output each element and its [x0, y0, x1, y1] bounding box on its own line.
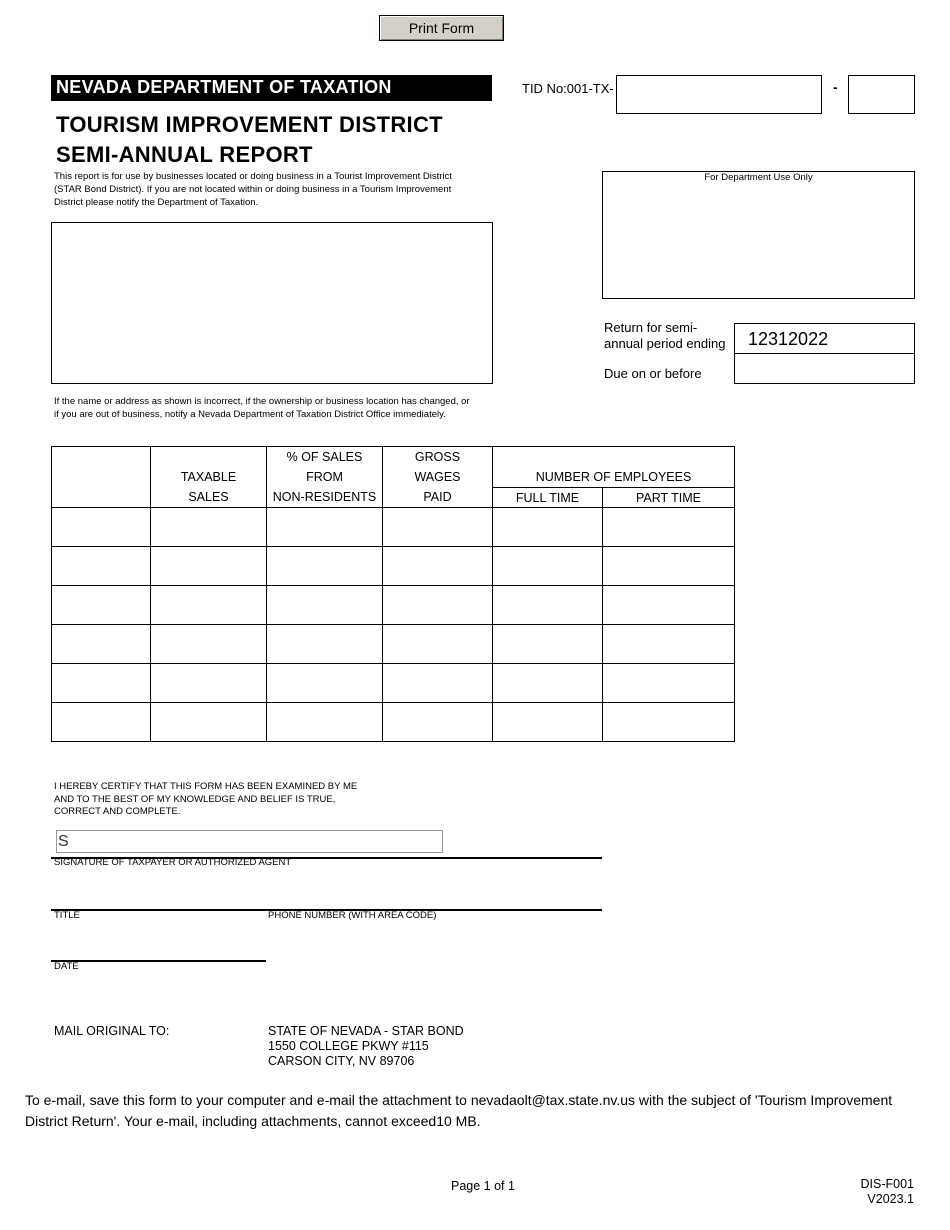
header-nonresident-sales: [267, 447, 383, 508]
table-row: [52, 547, 735, 586]
table-cell[interactable]: [151, 664, 267, 703]
header-text: NON-RESIDENTS: [272, 490, 377, 504]
header-blank: [52, 447, 151, 508]
period-ending-input[interactable]: 12312022: [734, 323, 915, 354]
table-cell[interactable]: [493, 703, 603, 742]
header-text: TAXABLE: [180, 470, 237, 484]
header-number-of-employees: [493, 447, 735, 488]
return-period-text: [604, 320, 725, 352]
form-title-line1: TOURISM IMPROVEMENT DISTRICT: [56, 112, 443, 137]
tid-label: TID No:001-TX-: [522, 81, 614, 96]
date-label: DATE: [54, 961, 79, 972]
header-text: GROSS: [414, 450, 461, 464]
table-cell[interactable]: [603, 547, 735, 586]
certify-line: CORRECT AND COMPLETE.: [54, 806, 181, 817]
table-cell[interactable]: [383, 547, 493, 586]
table-cell[interactable]: [493, 625, 603, 664]
header-taxable-sales: [151, 447, 267, 508]
intro-text: [54, 170, 452, 209]
department-use-label: For Department Use Only: [704, 172, 813, 183]
name-address-box[interactable]: [51, 222, 493, 384]
table-cell[interactable]: [52, 586, 151, 625]
tid-separator: -: [833, 79, 838, 95]
address-change-note: [54, 395, 470, 421]
table-cell[interactable]: [52, 664, 151, 703]
header-text: WAGES: [414, 470, 461, 484]
table-cell[interactable]: [383, 664, 493, 703]
department-use-box: [602, 171, 915, 299]
table-cell[interactable]: [151, 586, 267, 625]
date-input[interactable]: [51, 932, 266, 960]
address-note-line: If the name or address as shown is incorrect, if the ownership or business location has changed, or: [54, 396, 470, 407]
header-text: % OF SALES: [286, 450, 363, 464]
table-cell[interactable]: [267, 547, 383, 586]
table-row: [52, 508, 735, 547]
header-gross-wages: [383, 447, 493, 508]
table-cell[interactable]: [383, 508, 493, 547]
form-id-block: [861, 1177, 915, 1207]
email-line: To e-mail, save this form to your computer and e-mail the attachment to nevadaolt@tax.state.nv.us with the subject of 'Tourism Improvement: [25, 1092, 893, 1108]
sales-table: [51, 446, 735, 742]
email-line: District Return'. Your e-mail, including attachments, cannot exceed10 MB.: [25, 1113, 481, 1129]
date-line: [51, 960, 266, 962]
table-cell[interactable]: [493, 547, 603, 586]
certification-text: [54, 781, 357, 819]
certify-line: AND TO THE BEST OF MY KNOWLEDGE AND BELIEF IS TRUE,: [54, 793, 336, 805]
header-part-time: PART TIME: [603, 488, 735, 508]
mail-label: MAIL ORIGINAL TO:: [54, 1024, 170, 1038]
table-row: [52, 664, 735, 703]
signature-input[interactable]: S: [56, 830, 443, 853]
return-label-line1: Return for semi-: [604, 320, 698, 335]
table-cell[interactable]: [383, 703, 493, 742]
intro-line: (STAR Bond District). If you are not located within or doing business in a Tourism Improvement: [54, 184, 452, 195]
table-header-row: [52, 447, 735, 488]
table-cell[interactable]: [52, 703, 151, 742]
mail-address-line: CARSON CITY, NV 89706: [268, 1054, 415, 1068]
table-cell[interactable]: [383, 586, 493, 625]
email-instructions: [25, 1090, 892, 1132]
phone-label: PHONE NUMBER (WITH AREA CODE): [268, 910, 437, 921]
table-cell[interactable]: [267, 508, 383, 547]
return-label-line2: annual period ending: [604, 336, 726, 351]
department-banner: NEVADA DEPARTMENT OF TAXATION: [51, 75, 492, 101]
table-cell[interactable]: [151, 508, 267, 547]
mail-address-line: 1550 COLLEGE PKWY #115: [268, 1039, 429, 1053]
mail-address-line: STATE OF NEVADA - STAR BOND: [268, 1024, 464, 1038]
table-cell[interactable]: [493, 586, 603, 625]
certify-line: I HEREBY CERTIFY THAT THIS FORM HAS BEEN EXAMINED BY ME: [54, 781, 358, 792]
intro-line: This report is for use by businesses located or doing business in a Tourist Improvement District: [54, 171, 452, 182]
print-form-button[interactable]: Print Form: [379, 15, 504, 41]
table-cell[interactable]: [603, 625, 735, 664]
table-cell[interactable]: [151, 625, 267, 664]
intro-line: District please notify the Department of Taxation.: [54, 197, 259, 208]
tid-input[interactable]: [616, 75, 822, 114]
page-number: Page 1 of 1: [451, 1179, 515, 1193]
tid-suffix-input[interactable]: [848, 75, 915, 114]
table-row: [52, 586, 735, 625]
table-cell[interactable]: [52, 547, 151, 586]
table-cell[interactable]: [493, 508, 603, 547]
table-cell[interactable]: [52, 508, 151, 547]
table-cell[interactable]: [267, 625, 383, 664]
table-cell[interactable]: [603, 703, 735, 742]
table-cell[interactable]: [267, 664, 383, 703]
table-cell[interactable]: [267, 703, 383, 742]
address-note-line: if you are out of business, notify a Nevada Department of Taxation District Office immediately.: [54, 409, 446, 420]
form-title-line2: SEMI-ANNUAL REPORT: [56, 142, 313, 167]
title-label: TITLE: [54, 910, 80, 921]
table-cell[interactable]: [603, 508, 735, 547]
title-input[interactable]: [51, 880, 261, 908]
table-cell[interactable]: [151, 547, 267, 586]
header-text: SALES: [188, 490, 229, 504]
due-label: Due on or before: [604, 366, 702, 381]
header-text: FROM: [306, 470, 343, 484]
table-cell[interactable]: [267, 586, 383, 625]
table-cell[interactable]: [493, 664, 603, 703]
header-full-time: FULL TIME: [493, 488, 603, 508]
mail-address: [268, 1024, 464, 1069]
table-cell[interactable]: [151, 703, 267, 742]
table-row: [52, 625, 735, 664]
due-date-input[interactable]: [734, 353, 915, 384]
table-cell[interactable]: [383, 625, 493, 664]
header-text: NUMBER OF EMPLOYEES: [535, 470, 692, 484]
table-row: [52, 703, 735, 742]
header-text: PAID: [423, 490, 452, 504]
form-version: V2023.1: [867, 1192, 914, 1206]
table-cell[interactable]: [603, 586, 735, 625]
table-cell[interactable]: [603, 664, 735, 703]
form-id: DIS-F001: [860, 1177, 914, 1191]
form-title: [56, 110, 443, 170]
phone-input[interactable]: [267, 880, 601, 908]
signature-label: SIGNATURE OF TAXPAYER OR AUTHORIZED AGENT: [54, 857, 292, 868]
table-cell[interactable]: [52, 625, 151, 664]
